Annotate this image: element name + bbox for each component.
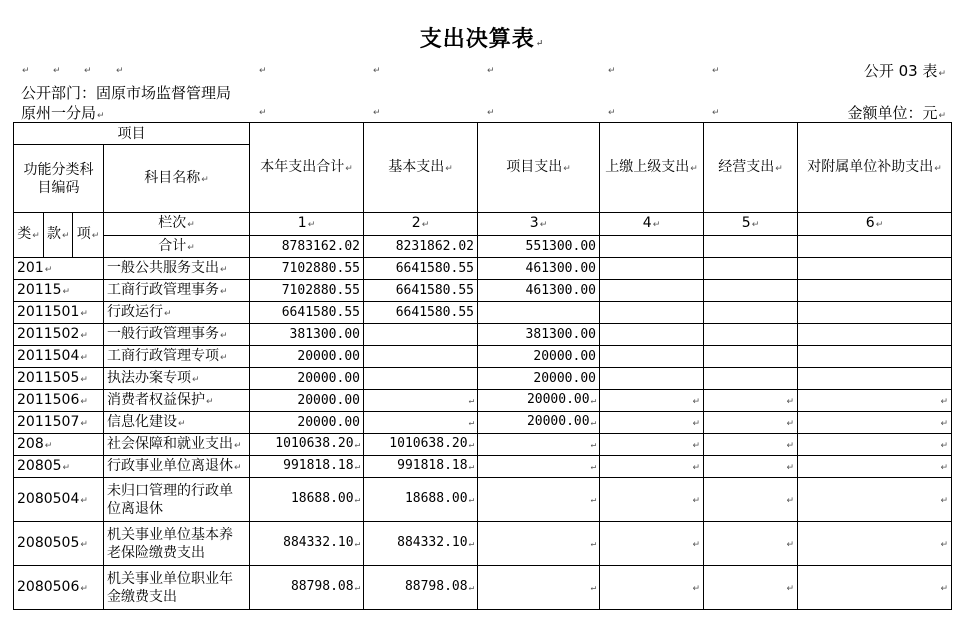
row-basic — [364, 346, 478, 368]
paragraph-mark: ↵ — [608, 108, 616, 118]
paragraph-mark: ↵ — [692, 418, 700, 429]
row-code: 2011501↵ — [14, 302, 104, 324]
paragraph-mark: ↵ — [354, 462, 360, 472]
paragraph-mark: ↵ — [712, 66, 720, 76]
sum-business — [704, 236, 798, 258]
paragraph-mark: ↵ — [468, 462, 474, 472]
row-code: 2011507↵ — [14, 412, 104, 434]
paragraph-mark: ↵ — [354, 440, 360, 450]
header-row — [14, 123, 952, 145]
row-upper — [600, 390, 704, 412]
paragraph-mark: ↵ — [44, 264, 53, 275]
column-number: 4↵ — [600, 213, 704, 236]
paragraph-mark: ↵ — [468, 418, 474, 428]
table-row — [14, 456, 952, 478]
table-row — [14, 302, 952, 324]
row-total: 991818.18↵ — [250, 456, 364, 478]
paragraph-mark: ↵ — [590, 495, 596, 505]
kuan-header: 款↵ — [44, 213, 73, 258]
row-total: 20000.00 — [250, 346, 364, 368]
project-exp-header: 项目支出↵ — [478, 123, 600, 213]
row-subsidiary — [798, 456, 952, 478]
page-title: 支出决算表↵ — [419, 26, 545, 52]
paragraph-mark: ↵ — [786, 462, 794, 473]
paragraph-mark: ↵ — [468, 539, 474, 549]
row-subsidiary — [798, 434, 952, 456]
row-business — [704, 324, 798, 346]
paragraph-mark: ↵ — [487, 108, 495, 118]
paragraph-mark: ↵ — [354, 583, 360, 593]
row-total: 884332.10↵ — [250, 522, 364, 566]
paragraph-mark: ↵ — [178, 418, 186, 429]
row-code: 2011505↵ — [14, 368, 104, 390]
expenditure-table — [13, 122, 952, 610]
paragraph-mark: ↵ — [80, 330, 88, 341]
paragraph-mark: ↵ — [259, 66, 267, 76]
paragraph-mark: ↵ — [590, 440, 596, 450]
row-upper — [600, 434, 704, 456]
row-project: 461300.00 — [478, 258, 600, 280]
row-project — [478, 456, 600, 478]
row-project — [478, 478, 600, 522]
paragraph-mark: ↵ — [164, 308, 172, 319]
row-business — [704, 368, 798, 390]
paragraph-mark: ↵ — [80, 374, 88, 385]
table-row — [14, 258, 952, 280]
row-business — [704, 258, 798, 280]
row-upper — [600, 302, 704, 324]
table-row — [14, 478, 952, 522]
sum-row — [14, 236, 952, 258]
paragraph-mark: ↵ — [786, 440, 794, 451]
lei-header: 类↵ — [14, 213, 44, 258]
paragraph-mark: ↵ — [62, 462, 71, 473]
paragraph-mark: ↵ — [692, 539, 700, 550]
paragraph-mark: ↵ — [234, 440, 242, 451]
row-project — [478, 434, 600, 456]
paragraph-mark: ↵ — [354, 495, 360, 505]
row-business — [704, 522, 798, 566]
row-basic: 884332.10↵ — [364, 522, 478, 566]
row-upper — [600, 346, 704, 368]
paragraph-mark: ↵ — [590, 462, 596, 472]
row-basic — [364, 368, 478, 390]
department-label-continued: 原州一分局↵ — [21, 104, 105, 122]
paragraph-mark: ↵ — [84, 66, 92, 76]
column-number: 1↵ — [250, 213, 364, 236]
row-code: 20115↵ — [14, 280, 104, 302]
row-name: 未归口管理的行政单位离退休 — [104, 478, 250, 522]
sum-project: 551300.00 — [478, 236, 600, 258]
business-header: 经营支出↵ — [704, 123, 798, 213]
row-upper — [600, 456, 704, 478]
row-name: 消费者权益保护↵ — [104, 390, 250, 412]
paragraph-mark: ↵ — [692, 396, 700, 407]
paragraph-mark: ↵ — [940, 396, 948, 407]
row-total: 20000.00 — [250, 368, 364, 390]
table-row — [14, 434, 952, 456]
row-name: 一般行政管理事务↵ — [104, 324, 250, 346]
row-basic: 18688.00↵ — [364, 478, 478, 522]
row-upper — [600, 412, 704, 434]
row-project: 20000.00 — [478, 368, 600, 390]
row-code: 2011504↵ — [14, 346, 104, 368]
row-name: 工商行政管理事务↵ — [104, 280, 250, 302]
paragraph-mark: ↵ — [692, 495, 700, 506]
paragraph-mark: ↵ — [786, 495, 794, 506]
row-name: 一般公共服务支出↵ — [104, 258, 250, 280]
table-number: 公开 03 表↵ — [863, 62, 946, 80]
row-upper — [600, 566, 704, 610]
paragraph-mark: ↵ — [468, 583, 474, 593]
row-code: 2080506↵ — [14, 566, 104, 610]
table-row — [14, 412, 952, 434]
row-project: 20000.00 — [478, 346, 600, 368]
paragraph-mark: ↵ — [590, 539, 596, 549]
paragraph-mark: ↵ — [80, 539, 88, 550]
paragraph-mark: ↵ — [80, 352, 88, 363]
paragraph-mark: ↵ — [786, 539, 794, 550]
table-row — [14, 346, 952, 368]
row-code: 2011506↵ — [14, 390, 104, 412]
paragraph-mark: ↵ — [712, 108, 720, 118]
paragraph-mark: ↵ — [234, 462, 242, 473]
sum-basic: 8231862.02 — [364, 236, 478, 258]
row-project: 381300.00 — [478, 324, 600, 346]
row-project: 20000.00↵ — [478, 390, 600, 412]
row-total: 7102880.55 — [250, 258, 364, 280]
row-code: 2011502↵ — [14, 324, 104, 346]
table-row — [14, 566, 952, 610]
paragraph-mark: ↵ — [80, 396, 88, 407]
row-business — [704, 566, 798, 610]
row-total: 18688.00↵ — [250, 478, 364, 522]
row-business — [704, 346, 798, 368]
paragraph-mark: ↵ — [692, 462, 700, 473]
paragraph-mark: ↵ — [590, 418, 596, 428]
paragraph-mark: ↵ — [940, 462, 948, 473]
upper-header: 上缴上级支出↵ — [600, 123, 704, 213]
row-subsidiary — [798, 478, 952, 522]
paragraph-mark: ↵ — [940, 539, 948, 550]
row-code: 208↵ — [14, 434, 104, 456]
table-row — [14, 368, 952, 390]
row-name: 信息化建设↵ — [104, 412, 250, 434]
func-code-header: 功能分类科目编码 — [14, 145, 104, 213]
column-number: 5↵ — [704, 213, 798, 236]
basic-header: 基本支出↵ — [364, 123, 478, 213]
row-subsidiary — [798, 368, 952, 390]
column-number-label: 栏次↵ — [104, 213, 250, 236]
paragraph-mark: ↵ — [80, 495, 88, 506]
row-upper — [600, 522, 704, 566]
row-business — [704, 434, 798, 456]
column-number: 3↵ — [478, 213, 600, 236]
row-name: 社会保障和就业支出↵ — [104, 434, 250, 456]
row-basic: 6641580.55 — [364, 258, 478, 280]
paragraph-mark: ↵ — [53, 66, 61, 76]
row-name: 行政运行↵ — [104, 302, 250, 324]
row-basic: 88798.08↵ — [364, 566, 478, 610]
paragraph-mark: ↵ — [940, 583, 948, 594]
column-number: 6↵ — [798, 213, 952, 236]
row-basic: 991818.18↵ — [364, 456, 478, 478]
paragraph-mark: ↵ — [590, 396, 596, 406]
paragraph-mark: ↵ — [22, 66, 30, 76]
paragraph-mark: ↵ — [468, 396, 474, 406]
row-subsidiary — [798, 412, 952, 434]
table-row — [14, 390, 952, 412]
paragraph-mark: ↵ — [940, 418, 948, 429]
subsidiary-header: 对附属单位补助支出↵ — [798, 123, 952, 213]
amount-unit: 金额单位：元↵ — [847, 104, 946, 122]
row-project: 461300.00 — [478, 280, 600, 302]
project-header: 项目 — [14, 123, 250, 145]
paragraph-mark: ↵ — [62, 286, 71, 297]
row-subsidiary — [798, 346, 952, 368]
row-total: 88798.08↵ — [250, 566, 364, 610]
paragraph-mark: ↵ — [786, 418, 794, 429]
row-subsidiary — [798, 522, 952, 566]
department-label: 公开部门：固原市场监督管理局 — [21, 84, 232, 102]
row-total: 381300.00 — [250, 324, 364, 346]
row-business — [704, 412, 798, 434]
paragraph-mark: ↵ — [206, 396, 214, 407]
paragraph-mark: ↵ — [468, 440, 474, 450]
row-subsidiary — [798, 258, 952, 280]
row-upper — [600, 368, 704, 390]
paragraph-mark: ↵ — [80, 418, 88, 429]
row-project: 20000.00↵ — [478, 412, 600, 434]
sum-label: 合计↵ — [104, 236, 250, 258]
table-row — [14, 522, 952, 566]
total-header: 本年支出合计↵ — [250, 123, 364, 213]
row-subsidiary — [798, 280, 952, 302]
row-subsidiary — [798, 324, 952, 346]
row-name: 机关事业单位基本养老保险缴费支出 — [104, 522, 250, 566]
table-row — [14, 324, 952, 346]
row-basic — [364, 390, 478, 412]
row-business — [704, 280, 798, 302]
row-name: 执法办案专项↵ — [104, 368, 250, 390]
subject-name-header: 科目名称↵ — [104, 145, 250, 213]
paragraph-mark: ↵ — [80, 583, 88, 594]
row-basic: 6641580.55 — [364, 302, 478, 324]
row-upper — [600, 324, 704, 346]
row-name: 机关事业单位职业年金缴费支出 — [104, 566, 250, 610]
row-total: 1010638.20↵ — [250, 434, 364, 456]
sum-total: 8783162.02 — [250, 236, 364, 258]
row-business — [704, 478, 798, 522]
paragraph-mark: ↵ — [80, 308, 88, 319]
paragraph-mark: ↵ — [220, 264, 228, 275]
row-total: 20000.00 — [250, 390, 364, 412]
paragraph-mark: ↵ — [44, 440, 53, 451]
row-total: 20000.00 — [250, 412, 364, 434]
paragraph-mark: ↵ — [940, 495, 948, 506]
row-name: 工商行政管理专项↵ — [104, 346, 250, 368]
table-row — [14, 280, 952, 302]
paragraph-mark: ↵ — [786, 396, 794, 407]
paragraph-mark: ↵ — [220, 286, 228, 297]
paragraph-mark: ↵ — [786, 583, 794, 594]
paragraph-mark: ↵ — [940, 440, 948, 451]
sum-subsidiary — [798, 236, 952, 258]
row-basic: 1010638.20↵ — [364, 434, 478, 456]
row-business — [704, 456, 798, 478]
paragraph-mark: ↵ — [373, 66, 381, 76]
sum-upper — [600, 236, 704, 258]
row-project — [478, 302, 600, 324]
row-code: 201↵ — [14, 258, 104, 280]
paragraph-mark: ↵ — [487, 66, 495, 76]
row-subsidiary — [798, 566, 952, 610]
row-project — [478, 522, 600, 566]
row-business — [704, 390, 798, 412]
row-project — [478, 566, 600, 610]
row-total: 6641580.55 — [250, 302, 364, 324]
row-basic — [364, 324, 478, 346]
paragraph-mark: ↵ — [116, 66, 124, 76]
row-code: 2080505↵ — [14, 522, 104, 566]
column-number: 2↵ — [364, 213, 478, 236]
row-total: 7102880.55 — [250, 280, 364, 302]
row-upper — [600, 280, 704, 302]
row-upper — [600, 258, 704, 280]
paragraph-mark: ↵ — [692, 583, 700, 594]
row-upper — [600, 478, 704, 522]
column-number-row — [14, 213, 952, 236]
paragraph-mark: ↵ — [468, 495, 474, 505]
paragraph-mark: ↵ — [220, 330, 228, 341]
paragraph-mark: ↵ — [354, 539, 360, 549]
row-code: 20805↵ — [14, 456, 104, 478]
paragraph-mark: ↵ — [590, 583, 596, 593]
paragraph-mark: ↵ — [692, 440, 700, 451]
paragraph-mark: ↵ — [192, 374, 200, 385]
row-subsidiary — [798, 390, 952, 412]
paragraph-mark: ↵ — [608, 66, 616, 76]
row-basic — [364, 412, 478, 434]
paragraph-mark: ↵ — [373, 108, 381, 118]
xiang-header: 项↵ — [73, 213, 104, 258]
paragraph-mark: ↵ — [259, 108, 267, 118]
row-business — [704, 302, 798, 324]
row-name: 行政事业单位离退休↵ — [104, 456, 250, 478]
row-subsidiary — [798, 302, 952, 324]
row-basic: 6641580.55 — [364, 280, 478, 302]
paragraph-mark: ↵ — [220, 352, 228, 363]
row-code: 2080504↵ — [14, 478, 104, 522]
